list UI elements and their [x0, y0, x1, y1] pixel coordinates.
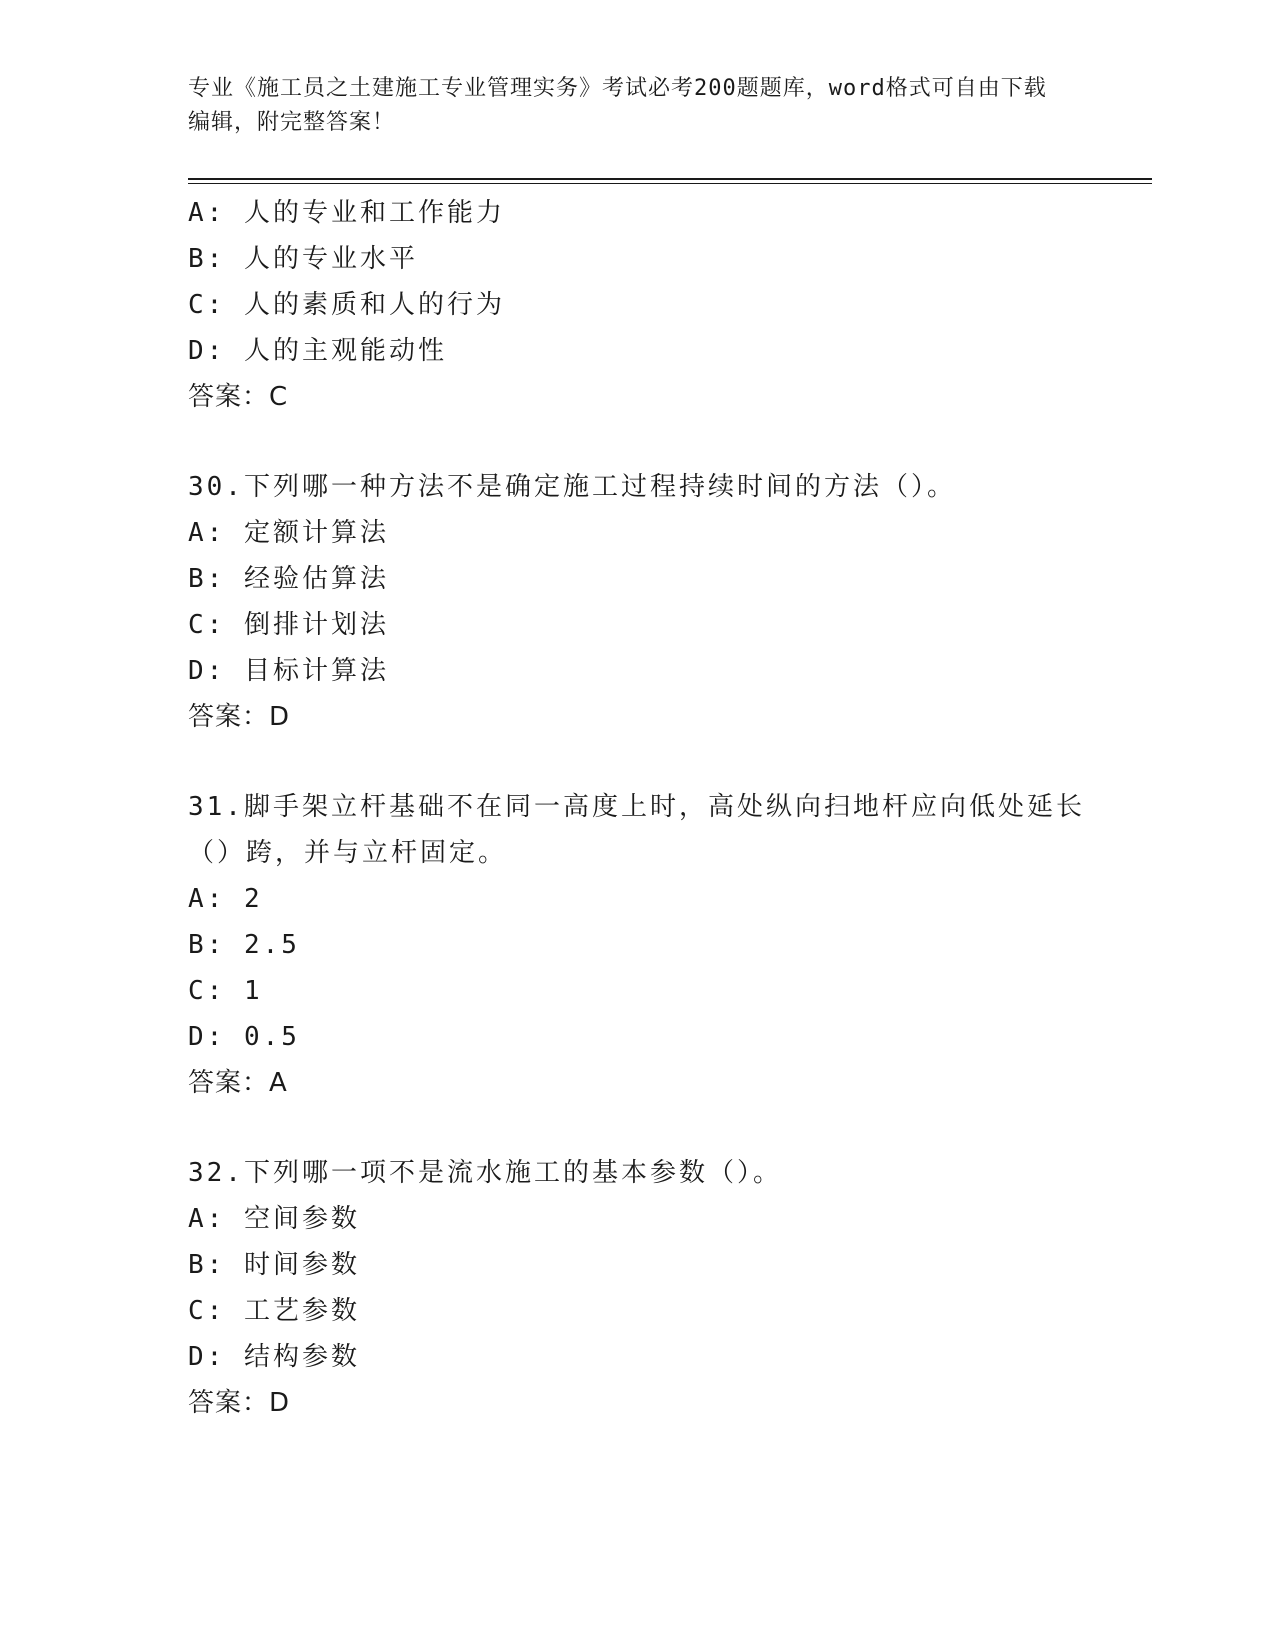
answer-line: 答案：D [188, 1388, 291, 1418]
option-a: A: 定额计算法 [188, 518, 389, 548]
question-block [188, 464, 1088, 740]
option-a: A: 人的专业和工作能力 [188, 198, 505, 228]
option-d: D: 结构参数 [188, 1342, 360, 1372]
question-block [188, 784, 1088, 1106]
header-rule-thick [188, 178, 1152, 180]
document-header: 专业《施工员之土建施工专业管理实务》考试必考200题题库，word格式可自由下载编辑，附完整答案！ [188, 76, 1047, 135]
question-text: 31.脚手架立杆基础不在同一高度上时，高处纵向扫地杆应向低处延长（）跨，并与立杆固定。 [188, 792, 1085, 868]
header-rule-thin [188, 183, 1152, 184]
option-c: C: 工艺参数 [188, 1296, 360, 1326]
option-b: B: 时间参数 [188, 1250, 360, 1280]
option-d: D: 0.5 [188, 1022, 300, 1052]
answer-line: 答案：C [188, 382, 289, 412]
option-a: A: 2 [188, 884, 263, 914]
question-list [188, 190, 1088, 1426]
option-b: B: 2.5 [188, 930, 300, 960]
question-block [188, 1150, 1088, 1426]
option-d: D: 目标计算法 [188, 656, 389, 686]
question-block [188, 190, 1088, 420]
option-b: B: 经验估算法 [188, 564, 389, 594]
option-c: C: 倒排计划法 [188, 610, 389, 640]
option-a: A: 空间参数 [188, 1204, 360, 1234]
option-d: D: 人的主观能动性 [188, 336, 447, 366]
answer-line: 答案：D [188, 702, 291, 732]
option-c: C: 人的素质和人的行为 [188, 290, 505, 320]
answer-line: 答案：A [188, 1068, 288, 1098]
option-c: C: 1 [188, 976, 263, 1006]
question-text: 32.下列哪一项不是流水施工的基本参数（）。 [188, 1158, 782, 1188]
question-text: 30.下列哪一种方法不是确定施工过程持续时间的方法（）。 [188, 472, 956, 502]
option-b: B: 人的专业水平 [188, 244, 418, 274]
